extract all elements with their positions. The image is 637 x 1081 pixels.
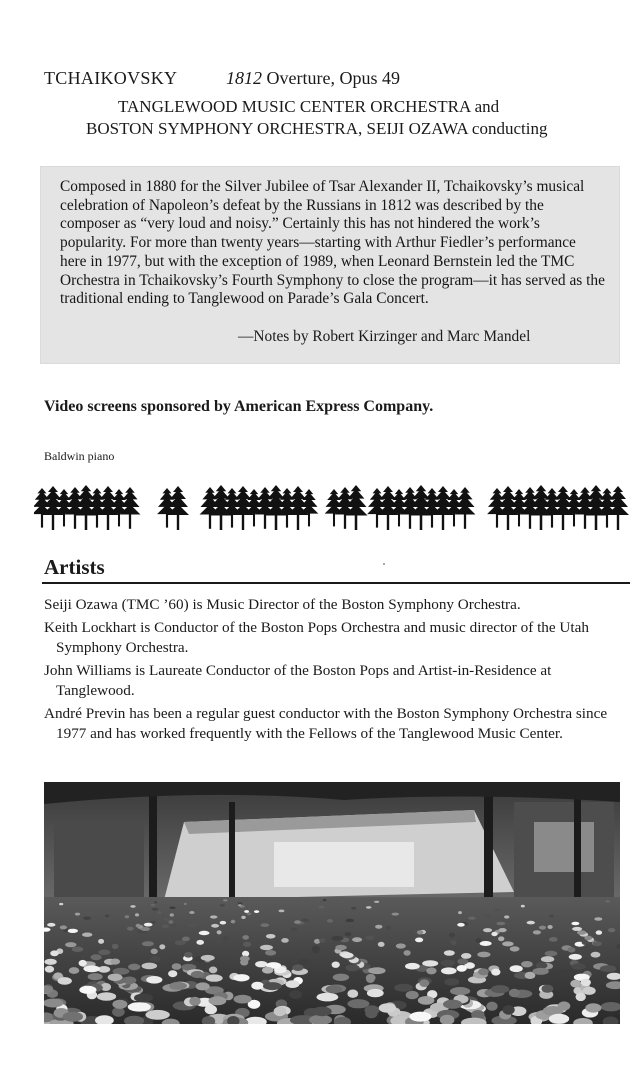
- artists-heading: Artists: [44, 555, 105, 579]
- work-name: Overture, Opus 49: [266, 68, 400, 88]
- sponsor-line: Video screens sponsored by American Express Company.: [44, 398, 434, 415]
- work-title: [226, 68, 400, 89]
- piano-credit: Baldwin piano: [44, 449, 115, 463]
- stray-mark: [383, 563, 385, 565]
- artist-entry-lockhart: Keith Lockhart is Conductor of the Boston Pops Orchestra and music director of the Utah Symphony Orchestra.: [44, 619, 589, 656]
- performers-line-1: TANGLEWOOD MUSIC CENTER ORCHESTRA and: [118, 97, 500, 116]
- program-notes-text: Composed in 1880 for the Silver Jubilee of Tsar Alexander II, Tchaikovsky’s musical celebration of Napoleon’s defeat by the Russians in 1812 was described by the composer as “very loud and noisy.” Certainly this has not hindered the work’s popularity. For more than twenty years—starting with Arthur Fiedler’s performance here in 1977, but with the exception of 1989, when Leonard Bernstein led the TMC Orchestra in Tchaikovsky’s Fourth Symphony to close the program—it has served as the traditional ending to Tanglewood on Parade’s Gala Concert.: [60, 178, 605, 308]
- program-notes-credit: —Notes by Robert Kirzinger and Marc Mandel: [238, 328, 531, 345]
- tree-border-ornament: [34, 484, 634, 530]
- performers-line-2: BOSTON SYMPHONY ORCHESTRA, SEIJI OZAWA conducting: [86, 119, 548, 138]
- artist-entry-williams: John Williams is Laureate Conductor of the Boston Pops and Artist-in-Residence at Tanglewood.: [44, 662, 552, 699]
- section-divider: [42, 582, 630, 584]
- artist-entry-previn: André Previn has been a regular guest conductor with the Boston Symphony Orchestra since 1977 and has worked frequently with the Fellows of the Tanglewood Music Center.: [44, 705, 608, 742]
- audience-lawn-photo: [44, 782, 620, 1024]
- composer-name: TCHAIKOVSKY: [44, 68, 178, 88]
- artists-list: [44, 595, 624, 747]
- artist-entry-ozawa: Seiji Ozawa (TMC ’60) is Music Director of the Boston Symphony Orchestra.: [44, 596, 521, 613]
- work-number: 1812: [226, 68, 262, 88]
